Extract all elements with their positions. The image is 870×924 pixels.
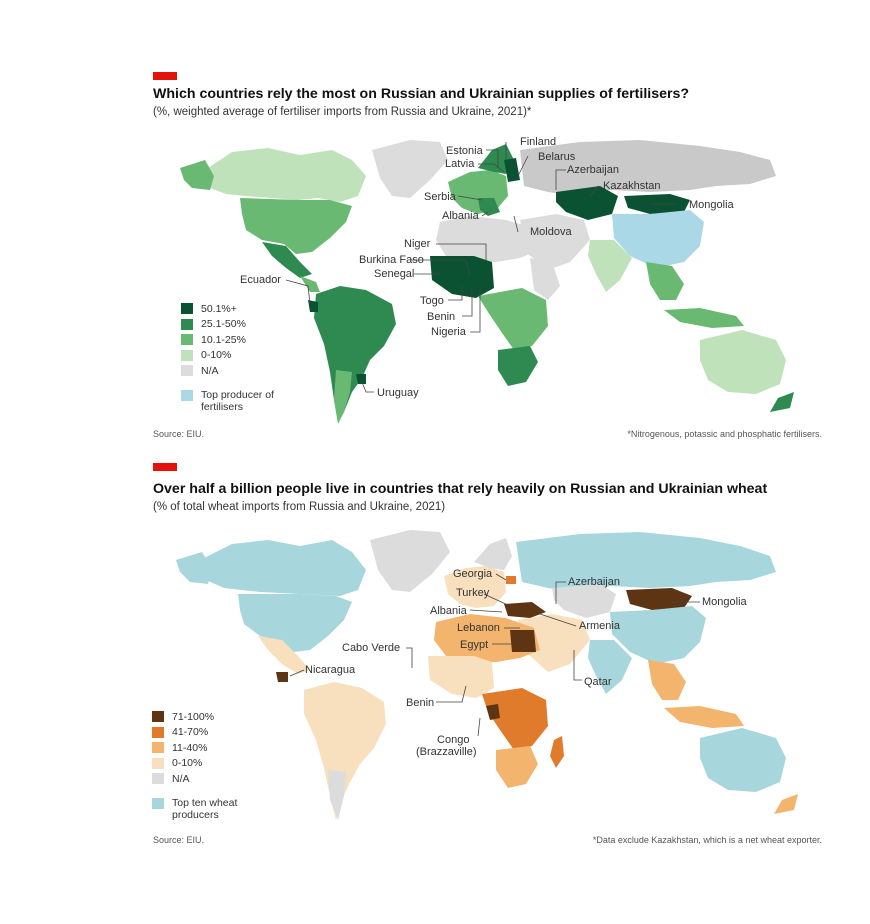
label-kazakhstan: Kazakhstan [603,180,661,192]
legend-label: 11-40% [172,741,208,754]
footnote: *Data exclude Kazakhstan, which is a net wheat exporter. [592,835,822,845]
legend-swatch [152,798,164,809]
legend-swatch [152,727,164,738]
region-australia [700,728,786,792]
legend-item [152,756,237,772]
region-south-america [304,682,386,820]
label-cabo-verde: Cabo Verde [342,642,401,654]
source-note: Source: EIU. [153,429,205,439]
legend-swatch [181,365,193,376]
legend-item [181,317,274,333]
region-baltics [504,158,520,182]
legend-swatch [152,742,164,753]
legend-item [152,771,237,787]
legend-label: N/A [201,364,219,377]
legend-swatch [181,334,193,345]
footnote: *Nitrogenous, potassic and phosphatic fertilisers. [627,429,822,439]
legend-swatch [181,390,193,401]
region-scandinavia [474,538,512,570]
legend-label: 71-100% [172,710,215,723]
label-georgia: Georgia [453,568,493,580]
legend-label: Top ten wheat [172,796,238,809]
region-canada [200,540,366,596]
label-benin: Benin [406,697,435,709]
label-nigeria: Nigeria [431,326,466,338]
label-congo-line2: (Brazzaville) [416,746,477,758]
label-latvia: Latvia [445,158,475,170]
legend-label: 0-10% [201,349,232,362]
legend-label: producers [172,808,219,821]
region-indonesia [664,706,744,728]
chart-title: Which countries rely the most on Russian and Ukrainian supplies of fertilisers? [153,86,690,102]
region-congo [486,704,500,720]
label-estonia: Estonia [446,145,483,157]
region-usa [240,198,352,254]
legend-item [152,709,237,725]
legend-swatch [152,711,164,722]
legend-item [181,348,274,364]
legend-label: fertilisers [201,400,244,413]
legend-swatch [181,319,193,330]
region-canada [205,148,366,202]
legend-label: N/A [172,772,190,785]
legend-label: 50.1%+ [201,302,237,315]
label-benin: Benin [427,311,456,323]
region-russia [516,532,776,592]
label-albania: Albania [430,605,467,617]
fertiliser-world-map [0,128,870,428]
region-greenland [372,140,448,198]
region-georgia [506,576,516,584]
label-nicaragua: Nicaragua [305,664,356,676]
label-belarus: Belarus [538,151,576,163]
label-albania: Albania [442,210,479,222]
legend-swatch [152,758,164,769]
label-serbia: Serbia [424,191,456,203]
label-burkina-faso: Burkina Faso [359,254,424,266]
label-uruguay: Uruguay [377,387,419,399]
legend-label: 25.1-50% [201,318,246,331]
red-accent-bar [153,72,177,80]
region-south-america [314,286,396,422]
label-mongolia: Mongolia [689,199,734,211]
wheat-world-map [0,520,870,820]
legend-item-top-producer [181,389,274,413]
region-central-africa [478,288,548,350]
label-senegal: Senegal [374,268,415,280]
label-lebanon: Lebanon [457,622,500,634]
label-congo [416,734,477,758]
region-madagascar [550,736,564,768]
chart-subtitle: (% of total wheat imports from Russia and Ukraine, 2021) [153,501,446,513]
label-niger: Niger [404,238,431,250]
region-greenland [370,530,450,592]
red-accent-bar [153,463,177,471]
legend-label: 10.1-25% [201,333,246,346]
region-argentina [328,770,346,820]
legend-swatch [181,303,193,314]
label-qatar: Qatar [584,676,612,688]
label-togo: Togo [420,295,444,307]
region-mongolia [626,588,692,610]
label-moldova: Moldova [530,226,572,238]
legend-swatch [152,773,164,784]
legend-item [181,301,274,317]
legend-swatch [181,350,193,361]
region-usa [238,594,352,652]
label-mongolia: Mongolia [702,596,747,608]
legend-label: 41-70% [172,726,209,739]
region-nicaragua [276,672,288,682]
region-alaska [180,160,214,190]
legend-item-top-producers [152,797,237,821]
legend-item [152,725,237,741]
region-turkey [504,602,546,618]
label-turkey: Turkey [456,587,490,599]
label-finland: Finland [520,136,557,148]
region-western-europe [448,170,508,214]
label-egypt: Egypt [460,639,489,651]
region-west-africa [428,656,494,698]
region-kazakhstan [552,584,616,618]
legend-item [181,363,274,379]
region-southern-africa [498,346,538,386]
legend-item [181,332,274,348]
legend-label: 0-10% [172,757,203,770]
region-southeast-asia [648,660,686,700]
legend-item [152,740,237,756]
label-armenia: Armenia [579,620,620,632]
label-azerbaijan: Azerbaijan [568,576,620,588]
region-southeast-asia [646,262,684,300]
label-congo-line1: Congo [437,734,470,746]
legend-label: Top producer of [201,388,274,401]
region-central-america [300,276,320,292]
region-new-zealand [770,392,794,412]
label-azerbaijan: Azerbaijan [567,164,619,176]
region-southern-africa [496,746,538,788]
wheat-legend [152,709,237,821]
region-egypt [510,630,536,652]
chart-subtitle: (%, weighted average of fertiliser imports from Russia and Ukraine, 2021)* [153,106,532,118]
label-ecuador: Ecuador [240,274,281,286]
region-indonesia [664,308,744,328]
chart-title: Over half a billion people live in countries that rely heavily on Russian and Ukrainian wheat [153,481,768,497]
source-note: Source: EIU. [153,835,205,845]
fertiliser-legend [181,301,274,413]
region-new-zealand [774,794,798,814]
region-australia [700,330,786,394]
